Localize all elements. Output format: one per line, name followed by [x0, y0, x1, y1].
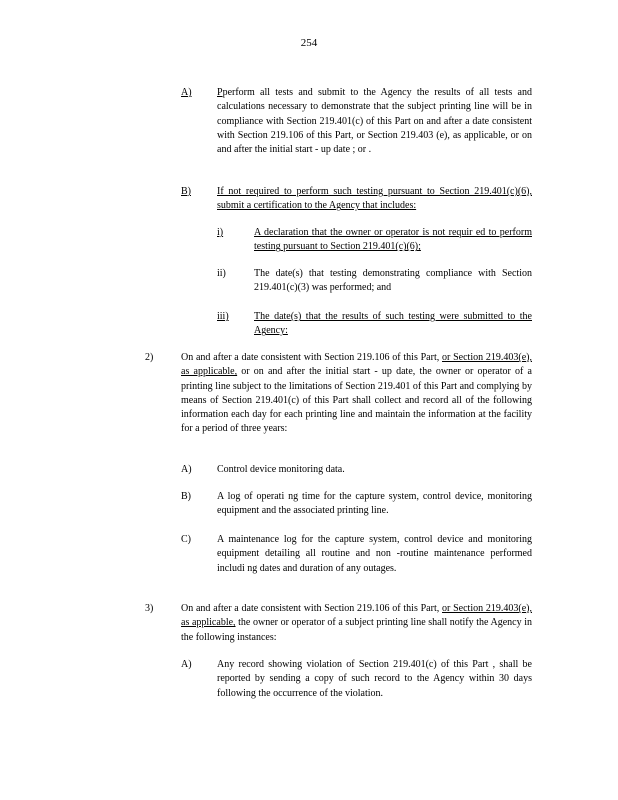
para-2-item-b-label: B) — [181, 491, 191, 502]
subitem-iii-text: The date(s) that the results of such testing were submitted to the Agency: — [254, 311, 532, 337]
para-2-text-a: On and after a date consistent with Section 219.106 of this Part, — [181, 352, 443, 363]
para-3-inserted-text: or Section 219.403(e), as applicable, — [181, 603, 532, 629]
para-2-text — [181, 351, 532, 437]
para-2-item-b-text: A log of operati ng time for the capture system, control device, monitoring equipment and the associated printing line. — [217, 491, 532, 517]
para-2-label: 2) — [145, 352, 154, 363]
item-a-body: perform all tests and submit to the Agency the results of all tests and calculations necessary to demonstrate that the subject printing line will be in compliance with Section 219.401(c) of this Part on and after a date consistent with Section 219.106 of this Part, or Section 219.403 (e), as applicable, or on and after the initial start - up date ; or . — [217, 87, 532, 156]
item-b-label: B) — [181, 186, 191, 197]
subitem-ii-text: The date(s) that testing demonstrating compliance with Section 219.401(c)(3) was performed; and — [254, 268, 532, 294]
para-2-item-a-text: Control device monitoring data. — [217, 464, 345, 475]
para-3-label: 3) — [145, 603, 154, 614]
para-3-item-a-text: Any record showing violation of Section 219.401(c) of this Part , shall be reported by sending a copy of such record to the Agency within 30 days following the occurrence of the violation. — [217, 659, 532, 699]
para-2-text-c: or on and after the initial start - up date, the owner or operator of a printing line subject to the limitations of Section 219.401 of this Part and complying by means of Section 219.401(c) of this Part shall collect and record all of the following information each day for each printing line and maintain the information at the facility for a period of three years: — [181, 366, 532, 435]
para-3-text-c: the owner or operator of a subject printing line shall notify the Agency in the following instances: — [181, 617, 532, 643]
para-3-text-a: On and after a date consistent with Section 219.106 of this Part, — [181, 603, 443, 614]
para-2-item-a-label: A) — [181, 464, 192, 475]
item-a-lead: P — [217, 87, 223, 98]
subitem-i-label: i) — [217, 227, 224, 238]
page-number: 254 — [300, 37, 318, 49]
para-3-text — [181, 602, 532, 645]
para-2-item-c-text: A maintenance log for the capture system, control device and monitoring equipment detailing all routine and non -routine maintenance performed includi ng dates and duration of any outages. — [217, 534, 532, 574]
subitem-ii-label: ii) — [217, 268, 226, 279]
item-a-label: A) — [181, 87, 192, 98]
item-b-text: If not required to perform such testing pursuant to Section 219.401(c)(6), submit a certification to the Agency that includes: — [217, 186, 532, 212]
para-2-inserted-text: or Section 219.403(e), as applicable, — [181, 352, 532, 378]
item-a-text — [217, 86, 532, 157]
para-2-item-c-label: C) — [181, 534, 191, 545]
subitem-iii-label: iii) — [217, 311, 229, 322]
subitem-i-text: A declaration that the owner or operator is not requir ed to perform testing pursuant to Section 219.401(c)(6); — [254, 227, 532, 253]
para-3-item-a-label: A) — [181, 659, 192, 670]
